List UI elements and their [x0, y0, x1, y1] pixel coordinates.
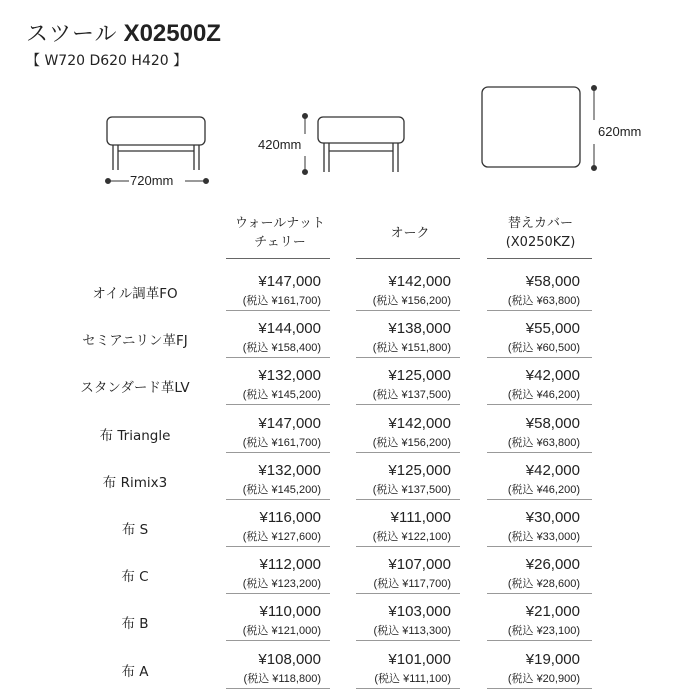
row-divider	[356, 640, 460, 641]
row-divider	[226, 593, 330, 594]
row-divider	[226, 640, 330, 641]
tax-included-price: (税込 ¥20,900)	[507, 672, 580, 685]
tax-included-price: (税込 ¥63,800)	[507, 295, 580, 307]
tax-included-price: (税込 ¥137,500)	[372, 483, 451, 496]
row-divider	[356, 593, 460, 594]
row-divider	[487, 593, 592, 594]
row-divider	[356, 499, 460, 500]
header-divider	[356, 258, 460, 259]
row-divider	[487, 452, 592, 453]
price-value: ¥30,000	[525, 509, 580, 526]
row-divider	[226, 404, 330, 405]
price-value: ¥116,000	[259, 509, 321, 526]
price-value: ¥142,000	[388, 273, 451, 290]
tax-included-price: (税込 ¥145,200)	[242, 389, 321, 402]
tax-included-price: (税込 ¥117,700)	[373, 578, 451, 591]
tax-included-price: (税込 ¥60,500)	[507, 342, 580, 355]
row-label: オイル調革FO	[92, 286, 178, 302]
column-header-line: チェリー	[254, 235, 306, 250]
tax-included-price: (税込 ¥145,200)	[242, 483, 321, 496]
row-divider	[487, 357, 592, 358]
row-label: 布 A	[121, 663, 149, 680]
row-divider	[487, 640, 592, 641]
row-divider	[226, 499, 330, 500]
price-value: ¥103,000	[388, 603, 451, 621]
price-value: ¥19,000	[525, 650, 580, 668]
row-divider	[487, 499, 592, 500]
row-divider	[487, 688, 592, 689]
tax-included-price: (税込 ¥63,800)	[507, 436, 580, 449]
tax-included-price: (税込 ¥123,200)	[242, 578, 321, 591]
price-value: ¥58,000	[525, 273, 580, 290]
width-label: 720mm	[130, 173, 174, 188]
price-value: ¥58,000	[525, 414, 580, 432]
row-divider	[356, 452, 460, 453]
tax-included-price: (税込 ¥158,400)	[242, 342, 321, 355]
tax-included-price: (税込 ¥46,200)	[507, 389, 580, 402]
row-divider	[226, 546, 330, 547]
height-label: 420mm	[258, 137, 302, 152]
price-value: ¥142,000	[388, 414, 451, 432]
tax-included-price: (税込 ¥46,200)	[507, 483, 580, 496]
product-name: スツール	[26, 22, 118, 47]
price-value: ¥132,000	[258, 461, 321, 479]
row-divider	[226, 310, 330, 311]
tax-included-price: (税込 ¥156,200)	[372, 295, 451, 307]
row-divider	[356, 310, 460, 311]
row-label: 布 S	[121, 522, 149, 538]
price-value: ¥42,000	[525, 461, 580, 479]
column-header-oak	[355, 224, 465, 243]
row-label: セミアニリン革FJ	[82, 333, 188, 350]
tax-included-price: (税込 ¥28,600)	[507, 578, 580, 591]
row-divider	[226, 452, 330, 453]
row-label: 布 B	[121, 616, 149, 633]
row-label: 布 Rimix3	[102, 474, 168, 491]
price-value: ¥147,000	[258, 273, 321, 290]
model-number: X02500Z	[123, 20, 221, 47]
tax-included-price: (税込 ¥118,800)	[243, 672, 321, 685]
tax-included-price: (税込 ¥23,100)	[507, 625, 580, 638]
price-value: ¥21,000	[525, 603, 580, 621]
price-value: ¥110,000	[259, 603, 321, 621]
row-divider	[226, 357, 330, 358]
row-label: 布 Triangle	[99, 427, 171, 444]
price-value: ¥138,000	[388, 320, 451, 338]
header-divider	[226, 258, 330, 259]
tax-included-price: (税込 ¥161,700)	[242, 436, 321, 449]
column-header-line: (X0250KZ)	[505, 235, 576, 250]
tax-included-price: (税込 ¥121,000)	[242, 625, 321, 638]
price-value: ¥26,000	[525, 556, 580, 574]
tax-included-price: (税込 ¥122,100)	[372, 531, 451, 543]
row-divider	[226, 688, 330, 689]
column-header-walnut-cherry	[220, 214, 340, 252]
price-value: ¥132,000	[258, 367, 321, 385]
row-divider	[356, 357, 460, 358]
column-header-line: オーク	[390, 226, 430, 241]
price-value: ¥125,000	[388, 367, 451, 385]
row-label: スタンダード革LV	[80, 380, 190, 397]
tax-included-price: (税込 ¥127,600)	[242, 531, 321, 543]
price-value: ¥55,000	[525, 320, 580, 338]
row-label: 布 C	[121, 569, 149, 586]
row-divider	[487, 404, 592, 405]
header-divider	[487, 258, 592, 259]
column-header-line: ウォールナット	[235, 216, 325, 231]
tax-included-price: (税込 ¥161,700)	[242, 295, 321, 307]
tax-included-price: (税込 ¥151,800)	[372, 342, 451, 355]
row-divider	[487, 546, 592, 547]
row-divider	[487, 310, 592, 311]
tax-included-price: (税込 ¥111,100)	[374, 672, 451, 685]
row-divider	[356, 688, 460, 689]
row-divider	[356, 546, 460, 547]
price-value: ¥111,000	[390, 509, 451, 526]
price-value: ¥125,000	[388, 461, 451, 479]
dimension-summary: 【 W720 D620 H420 】	[26, 53, 188, 69]
tax-included-price: (税込 ¥156,200)	[372, 436, 451, 449]
column-header-line: 替えカバー	[507, 216, 573, 231]
tax-included-price: (税込 ¥137,500)	[372, 389, 451, 402]
price-value: ¥108,000	[258, 650, 321, 668]
price-value: ¥107,000	[388, 556, 451, 574]
depth-label: 620mm	[598, 124, 642, 139]
price-value: ¥144,000	[258, 320, 321, 338]
row-divider	[356, 404, 460, 405]
price-value: ¥42,000	[525, 367, 580, 385]
price-value: ¥147,000	[258, 414, 321, 432]
column-header-cover	[488, 214, 593, 252]
tax-included-price: (税込 ¥113,300)	[373, 625, 451, 638]
tax-included-price: (税込 ¥33,000)	[507, 531, 580, 543]
price-value: ¥101,000	[388, 650, 451, 668]
price-value: ¥112,000	[259, 556, 321, 574]
